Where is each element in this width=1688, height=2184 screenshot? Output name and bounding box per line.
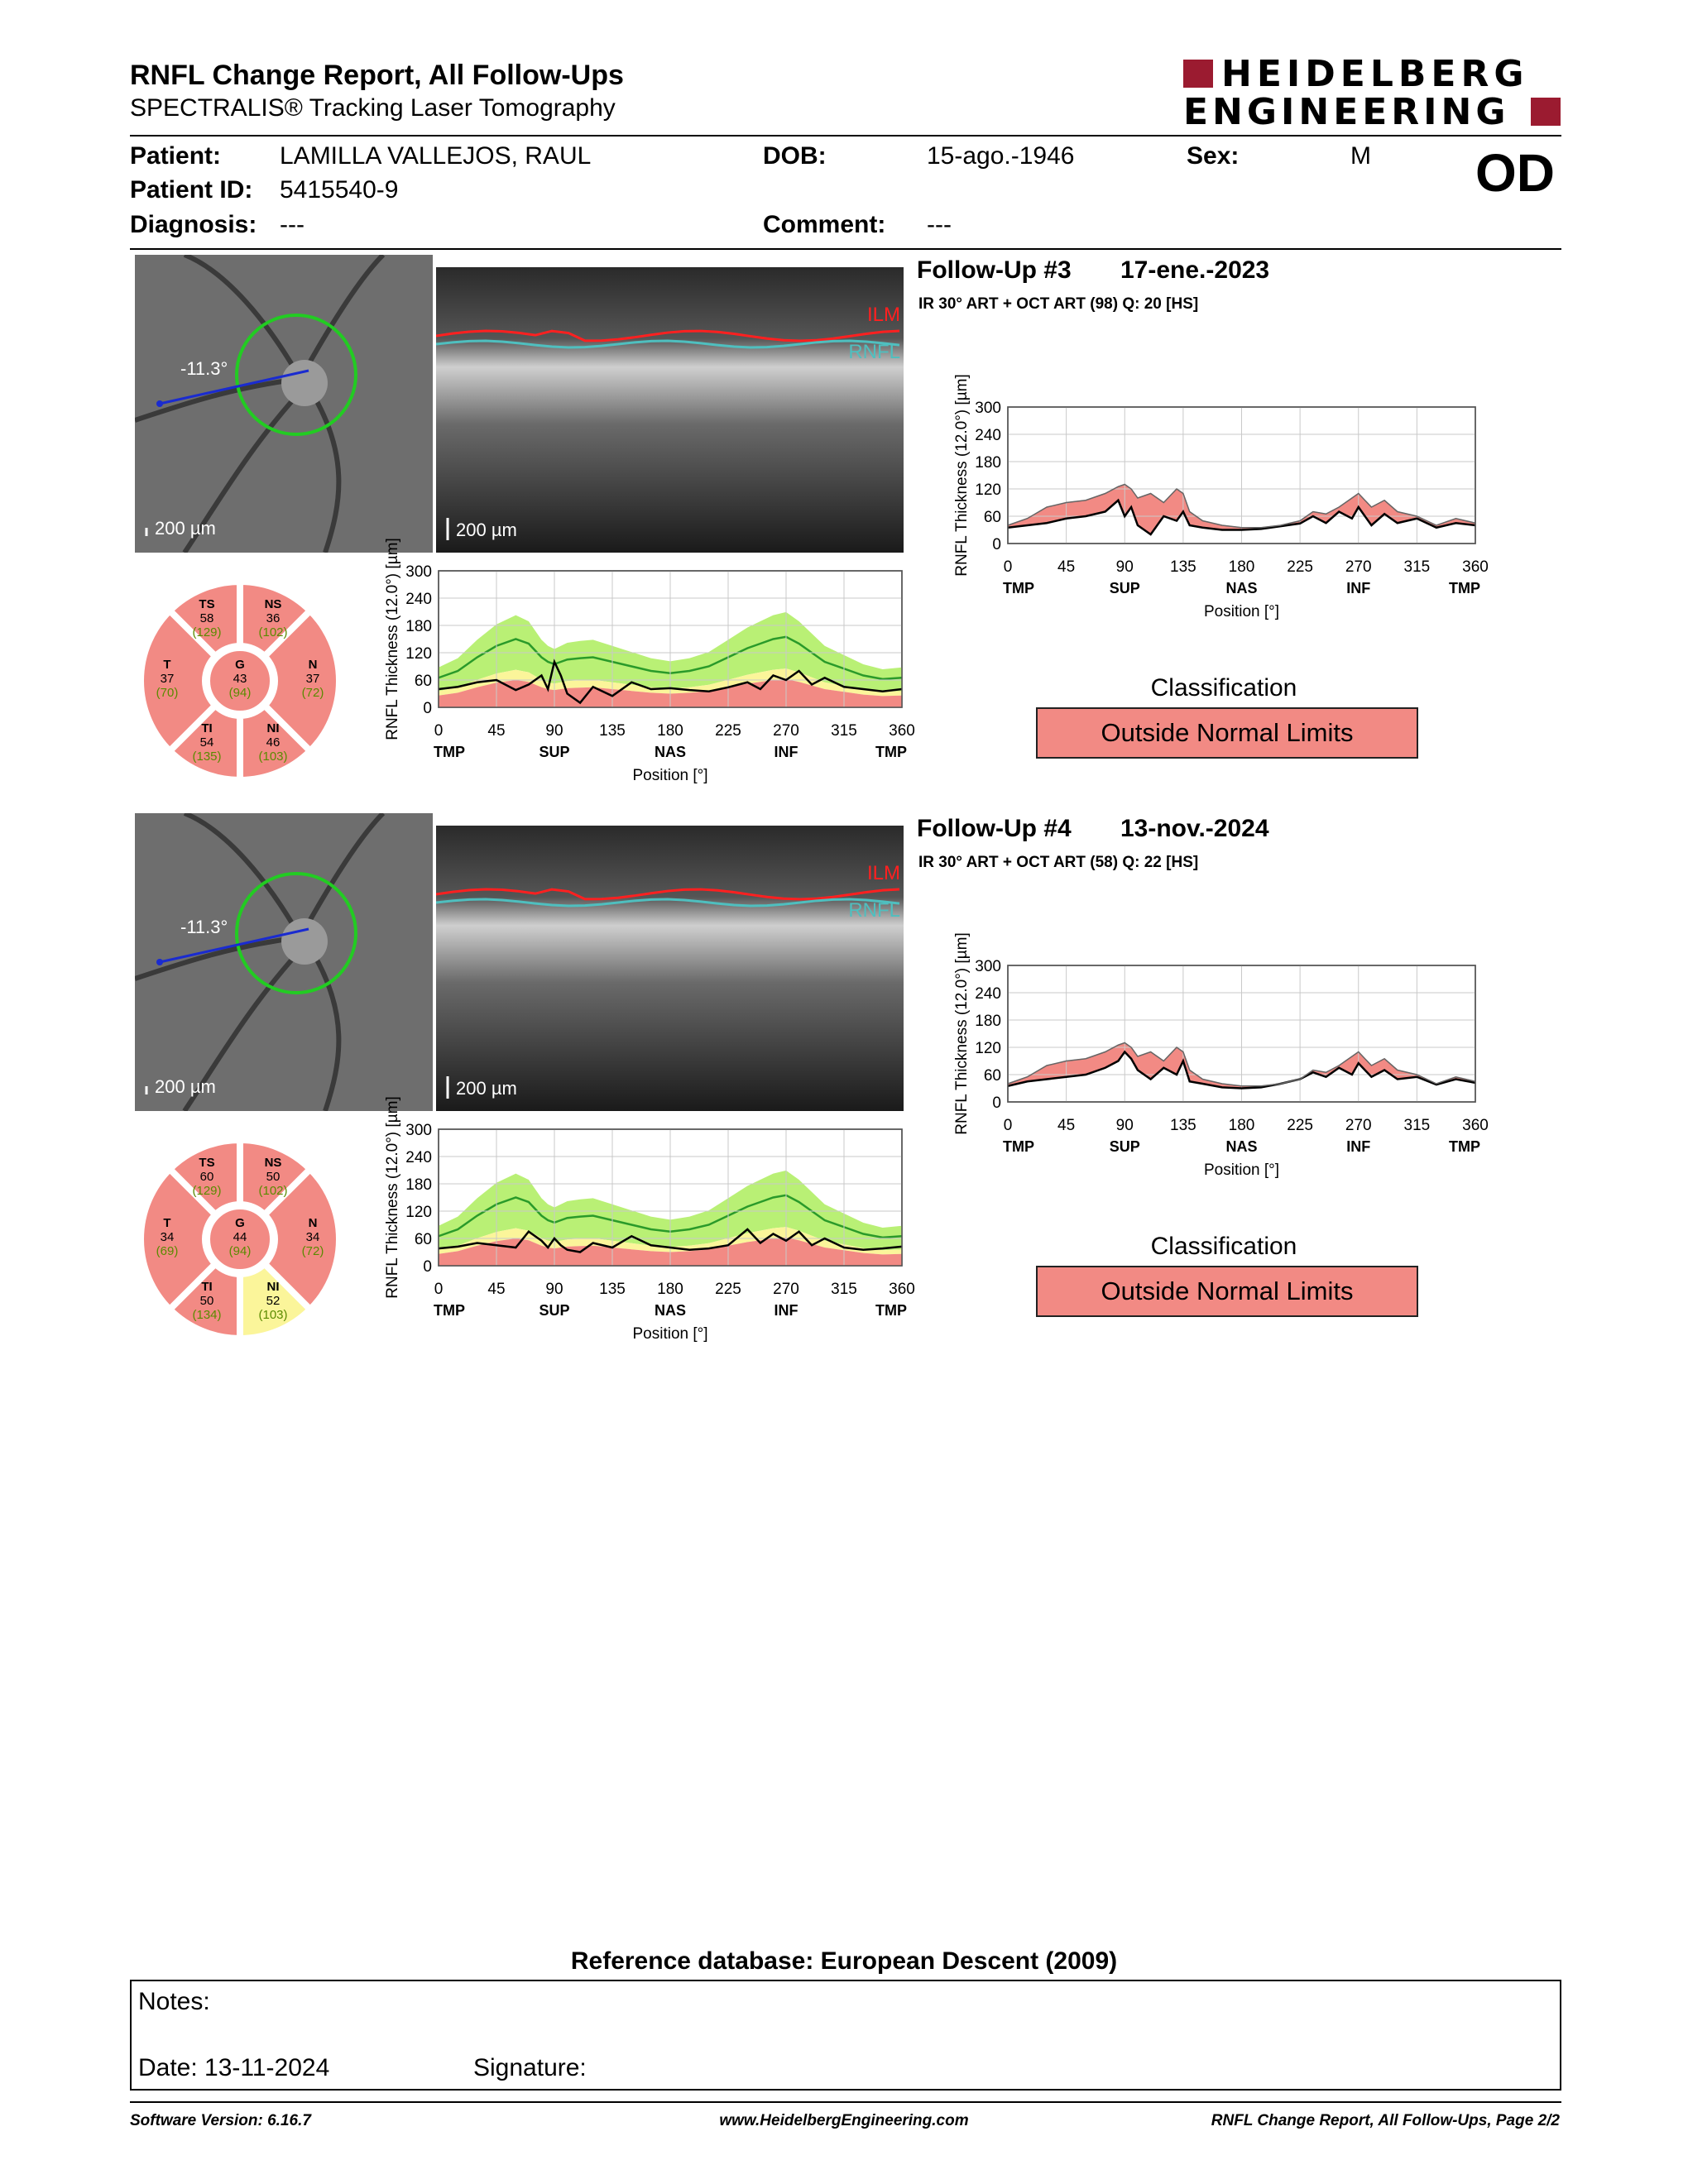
x-region-label: TMP bbox=[1449, 580, 1480, 596]
scan-axis-start bbox=[156, 959, 163, 965]
x-tick-label: 135 bbox=[1170, 558, 1196, 576]
software-version: Software Version: 6.16.7 bbox=[130, 2112, 311, 2129]
patient-id-value: 5415540-9 bbox=[280, 176, 399, 204]
y-tick-label: 300 bbox=[975, 958, 1001, 975]
y-tick-label: 120 bbox=[405, 645, 432, 663]
y-tick-label: 60 bbox=[414, 1231, 432, 1248]
ilm-label: ILM bbox=[866, 304, 900, 326]
x-tick-label: 90 bbox=[1115, 1117, 1134, 1134]
x-region-label: TMP bbox=[434, 744, 465, 760]
logo-text-line2: ENGINEERING bbox=[1183, 91, 1510, 133]
x-tick-label: 225 bbox=[1287, 558, 1313, 576]
x-axis-label: Position [°] bbox=[1203, 1161, 1280, 1179]
sector-label: NI bbox=[266, 1280, 280, 1294]
sector-normal-value: (72) bbox=[301, 686, 324, 700]
x-tick-label: 0 bbox=[1003, 558, 1013, 576]
x-region-label: INF bbox=[774, 1302, 798, 1319]
x-tick-label: 45 bbox=[487, 1281, 506, 1298]
dob-label: DOB: bbox=[763, 142, 827, 170]
reference-database: Reference database: European Descent (2009) bbox=[570, 1947, 1118, 1975]
x-tick-label: 315 bbox=[1403, 1117, 1431, 1134]
y-tick-label: 0 bbox=[423, 700, 432, 717]
classification-title: Classification bbox=[1150, 674, 1297, 702]
oct-bscan bbox=[436, 813, 904, 1111]
sector-label: N bbox=[308, 658, 318, 672]
sector-normal-value: (70) bbox=[156, 686, 179, 700]
sector-normal-value: (135) bbox=[192, 750, 222, 764]
sector-normal-value: (129) bbox=[192, 1184, 222, 1198]
fundus-image bbox=[135, 813, 433, 1111]
comment-label: Comment: bbox=[763, 211, 886, 238]
scale-label: 200 µm bbox=[456, 1078, 517, 1099]
logo-square-bottom bbox=[1531, 98, 1561, 126]
sector-normal-value: (102) bbox=[258, 625, 288, 639]
x-region-label: NAS bbox=[1225, 580, 1258, 596]
sector-normal-value: (72) bbox=[301, 1244, 324, 1258]
x-tick-label: 45 bbox=[1057, 1117, 1076, 1134]
sector-normal-value: (103) bbox=[258, 1308, 288, 1322]
sector-value: 37 bbox=[160, 672, 175, 686]
oct-bscan bbox=[436, 255, 904, 553]
sex-value: M bbox=[1350, 142, 1371, 170]
x-region-label: SUP bbox=[1109, 580, 1140, 596]
x-axis-label: Position [°] bbox=[632, 1325, 708, 1343]
sector-normal-value: (103) bbox=[258, 750, 288, 764]
sector-label: N bbox=[308, 1216, 318, 1230]
sector-normal-value: (69) bbox=[156, 1244, 179, 1258]
sector-label: TI bbox=[201, 1280, 213, 1294]
x-tick-label: 360 bbox=[889, 722, 915, 740]
x-axis-label: Position [°] bbox=[1203, 603, 1280, 620]
x-axis-label: Position [°] bbox=[632, 767, 708, 784]
sector-value: 43 bbox=[233, 672, 247, 686]
sector-normal-value: (94) bbox=[228, 686, 252, 700]
angle-label: -11.3° bbox=[180, 358, 228, 379]
sector-value: 58 bbox=[199, 611, 214, 625]
classification-title: Classification bbox=[1150, 1233, 1297, 1260]
x-tick-label: 45 bbox=[1057, 558, 1076, 576]
rnfl-chart bbox=[950, 374, 1489, 620]
sector-chart bbox=[132, 573, 348, 788]
fundus-drawing bbox=[135, 255, 433, 553]
footer-rule bbox=[130, 2101, 1561, 2103]
y-tick-label: 120 bbox=[975, 481, 1001, 499]
sector-label: TS bbox=[199, 597, 215, 611]
date-label: Date: 13-11-2024 bbox=[138, 2054, 330, 2081]
sector-value: 50 bbox=[266, 1170, 281, 1184]
x-region-label: NAS bbox=[654, 1302, 687, 1319]
comment-value: --- bbox=[927, 211, 952, 238]
sector-value: 52 bbox=[266, 1294, 281, 1308]
scale-label: 200 µm bbox=[155, 1076, 216, 1097]
y-tick-label: 0 bbox=[423, 1258, 432, 1276]
x-tick-label: 0 bbox=[1003, 1117, 1013, 1134]
signature-label: Signature: bbox=[473, 2054, 587, 2081]
x-region-label: SUP bbox=[539, 1302, 570, 1319]
rnfl-label: RNFL bbox=[848, 341, 900, 363]
retina-layers bbox=[436, 267, 904, 553]
x-tick-label: 135 bbox=[599, 1281, 626, 1298]
x-region-label: INF bbox=[774, 744, 798, 760]
y-tick-label: 300 bbox=[405, 1122, 432, 1139]
scan-info: IR 30° ART + OCT ART (98) Q: 20 [HS] bbox=[918, 295, 1199, 313]
followup-title: Follow-Up #3 bbox=[917, 256, 1072, 284]
y-tick-label: 180 bbox=[975, 454, 1001, 472]
eye-indicator: OD bbox=[1475, 143, 1555, 203]
header-rule-bottom bbox=[130, 248, 1561, 250]
y-tick-label: 0 bbox=[992, 536, 1001, 553]
x-tick-label: 0 bbox=[434, 722, 444, 740]
x-tick-label: 270 bbox=[1345, 1117, 1372, 1134]
y-axis-label: RNFL Thickness (12.0°) [µm] bbox=[953, 932, 971, 1135]
x-tick-label: 180 bbox=[657, 722, 683, 740]
sector-value: 54 bbox=[199, 735, 214, 750]
patient-label: Patient: bbox=[130, 142, 222, 170]
x-tick-label: 0 bbox=[434, 1281, 444, 1298]
rnfl-chart bbox=[381, 1096, 915, 1343]
y-tick-label: 120 bbox=[975, 1040, 1001, 1057]
diagnosis-label: Diagnosis: bbox=[130, 211, 257, 238]
x-region-label: TMP bbox=[875, 744, 907, 760]
sector-label: T bbox=[163, 1216, 171, 1230]
retina-layers bbox=[436, 826, 904, 1111]
oct-top-margin bbox=[436, 255, 904, 267]
rnfl-chart bbox=[950, 932, 1489, 1179]
sector-value: 60 bbox=[199, 1170, 214, 1184]
x-region-label: TMP bbox=[1003, 580, 1034, 596]
sector-value: 46 bbox=[266, 735, 281, 750]
fundus-drawing bbox=[135, 813, 433, 1111]
x-tick-label: 360 bbox=[1462, 1117, 1489, 1134]
sector-label: T bbox=[163, 658, 171, 672]
x-tick-label: 270 bbox=[1345, 558, 1372, 576]
logo-text-line1: HEIDELBERG bbox=[1221, 53, 1529, 95]
report-title: RNFL Change Report, All Follow-Ups bbox=[130, 60, 624, 91]
x-region-label: TMP bbox=[434, 1302, 465, 1319]
patient-name: LAMILLA VALLEJOS, RAUL bbox=[280, 142, 592, 170]
sector-normal-value: (94) bbox=[228, 1244, 252, 1258]
y-tick-label: 0 bbox=[992, 1094, 1001, 1112]
rnfl-chart bbox=[381, 538, 915, 784]
x-tick-label: 45 bbox=[487, 722, 506, 740]
logo-square-top bbox=[1183, 60, 1213, 88]
x-tick-label: 315 bbox=[831, 722, 857, 740]
sector-label: G bbox=[235, 658, 245, 672]
report-subtitle: SPECTRALIS® Tracking Laser Tomography bbox=[130, 94, 616, 122]
y-tick-label: 240 bbox=[405, 591, 432, 608]
x-tick-label: 360 bbox=[1462, 558, 1489, 576]
optic-disc bbox=[281, 360, 328, 406]
x-tick-label: 90 bbox=[1115, 558, 1134, 576]
header-rule-top bbox=[130, 135, 1561, 136]
sector-label: NS bbox=[264, 597, 282, 611]
sector-value: 37 bbox=[305, 672, 320, 686]
oct-drawing bbox=[436, 255, 904, 553]
followup-title: Follow-Up #4 bbox=[917, 815, 1072, 842]
ilm-label: ILM bbox=[866, 862, 900, 884]
classification-result: Outside Normal Limits bbox=[1036, 1266, 1418, 1317]
followup-date: 17-ene.-2023 bbox=[1120, 256, 1270, 284]
sector-value: 44 bbox=[233, 1230, 247, 1244]
followup-date: 13-nov.-2024 bbox=[1120, 815, 1269, 842]
x-region-label: SUP bbox=[1109, 1138, 1140, 1155]
x-tick-label: 225 bbox=[715, 722, 741, 740]
x-tick-label: 90 bbox=[545, 722, 563, 740]
sector-chart bbox=[132, 1132, 348, 1347]
sector-label: NI bbox=[266, 721, 280, 735]
x-tick-label: 180 bbox=[1228, 1117, 1255, 1134]
sector-normal-value: (134) bbox=[192, 1308, 222, 1322]
x-tick-label: 180 bbox=[1228, 558, 1255, 576]
diagnosis-value: --- bbox=[280, 211, 305, 238]
optic-disc bbox=[281, 918, 328, 965]
scale-label: 200 µm bbox=[456, 520, 517, 540]
page-indicator: RNFL Change Report, All Follow-Ups, Page 2/2 bbox=[1211, 2112, 1560, 2129]
sector-label: TS bbox=[199, 1156, 215, 1170]
sector-value: 34 bbox=[160, 1230, 175, 1244]
y-tick-label: 240 bbox=[975, 427, 1001, 444]
sector-value: 34 bbox=[305, 1230, 320, 1244]
dob-value: 15-ago.-1946 bbox=[927, 142, 1075, 170]
notes-label: Notes: bbox=[138, 1988, 210, 2015]
y-tick-label: 120 bbox=[405, 1204, 432, 1221]
x-region-label: SUP bbox=[539, 744, 570, 760]
y-tick-label: 180 bbox=[975, 1013, 1001, 1030]
oct-drawing bbox=[436, 813, 904, 1111]
sector-value: 36 bbox=[266, 611, 281, 625]
x-region-label: INF bbox=[1346, 1138, 1371, 1155]
x-region-label: NAS bbox=[654, 744, 687, 760]
sector-label: NS bbox=[264, 1156, 282, 1170]
angle-label: -11.3° bbox=[180, 917, 228, 937]
x-region-label: TMP bbox=[875, 1302, 907, 1319]
y-axis-label: RNFL Thickness (12.0°) [µm] bbox=[384, 1096, 401, 1299]
x-tick-label: 135 bbox=[1170, 1117, 1196, 1134]
x-tick-label: 315 bbox=[831, 1281, 857, 1298]
sector-normal-value: (129) bbox=[192, 625, 222, 639]
x-region-label: NAS bbox=[1225, 1138, 1258, 1155]
x-region-label: TMP bbox=[1003, 1138, 1034, 1155]
x-region-label: INF bbox=[1346, 580, 1371, 596]
y-tick-label: 240 bbox=[975, 985, 1001, 1003]
rnfl-label: RNFL bbox=[848, 899, 900, 922]
heidelberg-logo bbox=[1183, 53, 1566, 133]
sector-normal-value: (102) bbox=[258, 1184, 288, 1198]
notes-box[interactable] bbox=[130, 1980, 1561, 2091]
classification-result: Outside Normal Limits bbox=[1036, 707, 1418, 759]
y-tick-label: 60 bbox=[983, 1067, 1001, 1085]
x-tick-label: 225 bbox=[1287, 1117, 1313, 1134]
y-tick-label: 60 bbox=[983, 509, 1001, 526]
x-tick-label: 315 bbox=[1403, 558, 1431, 576]
x-tick-label: 270 bbox=[773, 1281, 799, 1298]
scale-label: 200 µm bbox=[155, 518, 216, 539]
scan-info: IR 30° ART + OCT ART (58) Q: 22 [HS] bbox=[918, 854, 1199, 871]
sector-value: 50 bbox=[199, 1294, 214, 1308]
x-tick-label: 90 bbox=[545, 1281, 563, 1298]
y-tick-label: 240 bbox=[405, 1149, 432, 1166]
x-tick-label: 225 bbox=[715, 1281, 741, 1298]
y-axis-label: RNFL Thickness (12.0°) [µm] bbox=[384, 538, 401, 740]
x-region-label: TMP bbox=[1449, 1138, 1480, 1155]
sector-label: G bbox=[235, 1216, 245, 1230]
y-tick-label: 180 bbox=[405, 618, 432, 635]
x-tick-label: 180 bbox=[657, 1281, 683, 1298]
y-axis-label: RNFL Thickness (12.0°) [µm] bbox=[953, 374, 971, 577]
x-tick-label: 360 bbox=[889, 1281, 915, 1298]
oct-top-margin bbox=[436, 813, 904, 826]
website-link[interactable]: www.HeidelbergEngineering.com bbox=[719, 2112, 969, 2129]
x-tick-label: 135 bbox=[599, 722, 626, 740]
scan-axis-start bbox=[156, 400, 163, 407]
sector-label: TI bbox=[201, 721, 213, 735]
y-tick-label: 60 bbox=[414, 673, 432, 690]
patient-id-label: Patient ID: bbox=[130, 176, 253, 204]
sex-label: Sex: bbox=[1187, 142, 1240, 170]
y-tick-label: 300 bbox=[975, 400, 1001, 417]
x-tick-label: 270 bbox=[773, 722, 799, 740]
fundus-image bbox=[135, 255, 433, 553]
y-tick-label: 300 bbox=[405, 563, 432, 581]
y-tick-label: 180 bbox=[405, 1176, 432, 1194]
